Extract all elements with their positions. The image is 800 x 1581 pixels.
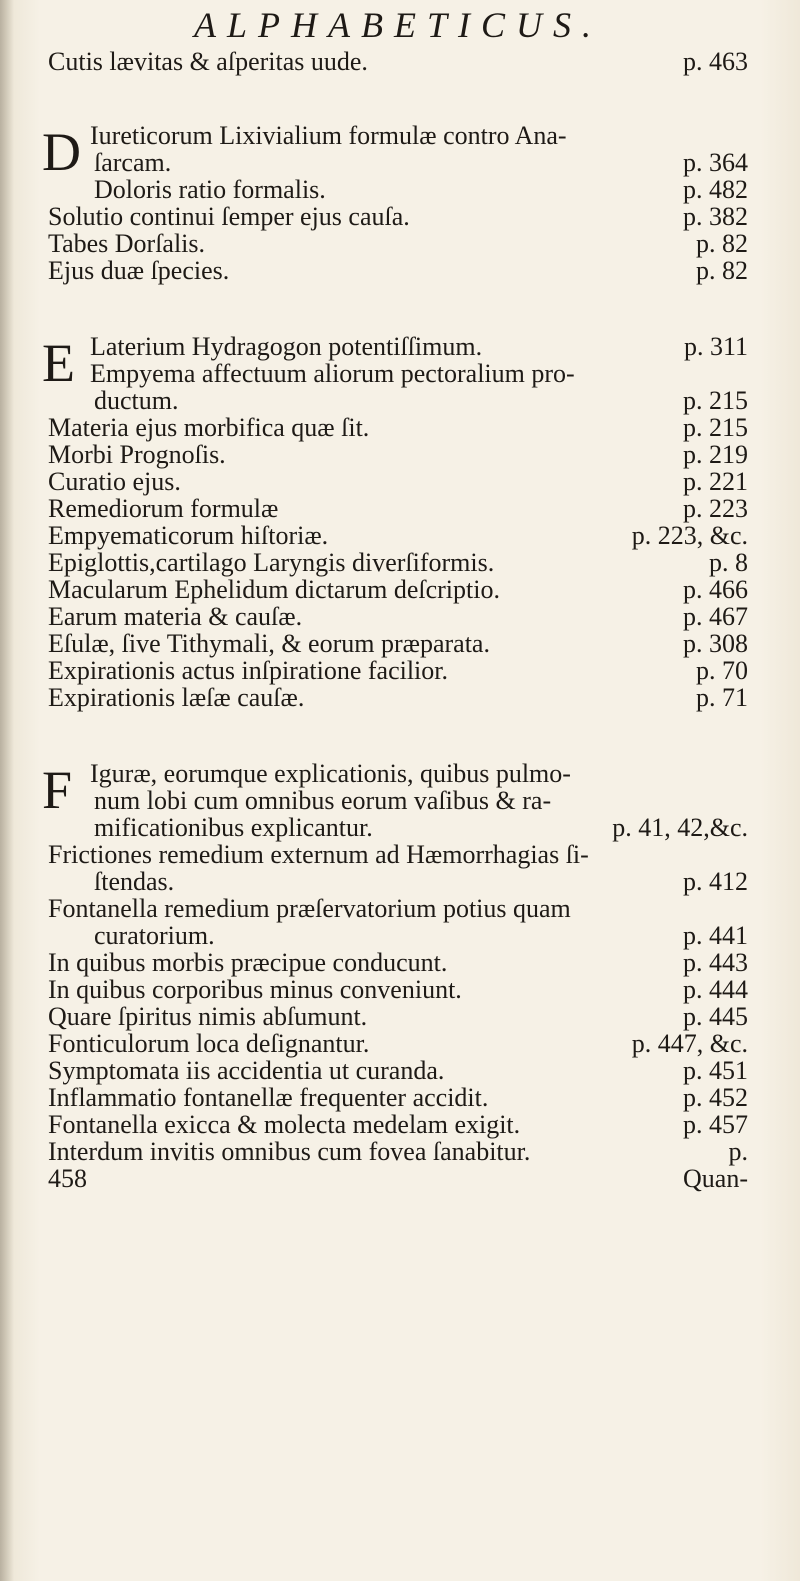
index-line — [48, 868, 748, 895]
page-reference: p. 82 — [696, 256, 748, 285]
page-reference: p. 82 — [696, 229, 748, 258]
page-reference: p. 382 — [683, 202, 748, 231]
index-line — [48, 976, 748, 1003]
index-line — [48, 760, 748, 787]
index-line — [48, 1165, 748, 1192]
page-reference: p. 457 — [683, 1110, 748, 1139]
entry-text: Tabes Dorſalis. — [48, 229, 206, 258]
entry-text: Doloris ratio formalis. — [94, 175, 326, 204]
drop-initial: F — [42, 760, 73, 820]
page-gutter-shadow — [0, 0, 14, 1581]
index-line — [48, 814, 748, 841]
entry-text: Morbi Prognoſis. — [48, 440, 226, 469]
index-entry-top — [48, 48, 748, 75]
entry-text: Empyematicorum hiſtoriæ. — [48, 521, 329, 550]
index-line — [48, 522, 748, 549]
page-reference: p. 70 — [696, 656, 748, 685]
index-line — [48, 414, 748, 441]
index-line — [48, 203, 748, 230]
index-line — [48, 48, 748, 75]
index-line — [48, 1003, 748, 1030]
entry-text: ductum. — [94, 386, 179, 415]
entry-text: ſtendas. — [94, 867, 175, 896]
entry-text: mificationibus explicantur. — [94, 813, 373, 842]
entry-text: Remediorum formulæ — [48, 494, 279, 523]
entry-text: Fontanella exicca & molecta medelam exigit. — [48, 1110, 521, 1139]
index-line — [48, 549, 748, 576]
entry-text: Epiglottis,cartilago Laryngis diverſiformis. — [48, 548, 495, 577]
index-line — [48, 841, 748, 868]
index-line — [48, 1138, 748, 1165]
entry-text: Laterium Hydragogon potentiſſimum. — [90, 332, 483, 361]
index-line — [48, 230, 748, 257]
entry-text: In quibus morbis præcipue conducunt. — [48, 948, 448, 977]
index-line — [48, 387, 748, 414]
entry-text: Quare ſpiritus nimis abſumunt. — [48, 1002, 368, 1031]
running-head: ALPHABETICUS. — [194, 5, 602, 45]
entry-text: Cutis lævitas & aſperitas uude. — [48, 47, 368, 76]
index-line — [48, 657, 748, 684]
index-line — [48, 360, 748, 387]
entry-text: curatorium. — [94, 921, 215, 950]
index-line — [48, 176, 748, 203]
page-reference: p. 444 — [683, 975, 748, 1004]
index-section-e — [42, 332, 748, 712]
page-reference: p. 467 — [683, 602, 748, 631]
entry-text: ſarcam. — [94, 148, 172, 177]
page-reference: p. 463 — [683, 47, 748, 76]
page-reference: p. 451 — [683, 1056, 748, 1085]
page-reference: p. 8 — [709, 548, 748, 577]
index-line — [48, 630, 748, 657]
entry-text: Ejus duæ ſpecies. — [48, 256, 230, 285]
entry-text: Expirationis læſæ cauſæ. — [48, 683, 305, 712]
entry-text: Fonticulorum loca deſignantur. — [48, 1029, 370, 1058]
index-line — [48, 149, 748, 176]
entry-text: Frictiones remedium externum ad Hæmorrhagias ſi- — [48, 840, 589, 869]
index-line — [48, 576, 748, 603]
entry-text: Expirationis actus inſpiratione facilior. — [48, 656, 449, 685]
index-line — [48, 684, 748, 711]
page-reference: p. 219 — [683, 440, 748, 469]
catchword: Quan- — [683, 1164, 748, 1193]
index-line — [48, 468, 748, 495]
index-section-d — [42, 121, 748, 285]
page-reference: p. 308 — [683, 629, 748, 658]
page-reference: p. 445 — [683, 1002, 748, 1031]
page-reference: p. 364 — [683, 148, 748, 177]
index-line — [48, 495, 748, 522]
entry-text: Symptomata iis accidentia ut curanda. — [48, 1056, 445, 1085]
page-reference: p. 311 — [683, 332, 748, 361]
entry-text: Fontanella remedium præſervatorium potius quam — [48, 894, 571, 923]
page-reference: p. 447, &c. — [631, 1029, 748, 1058]
entry-text: Materia ejus morbifica quæ ſit. — [48, 413, 370, 442]
page-reference: p. 221 — [683, 467, 748, 496]
index-line — [48, 1030, 748, 1057]
index-line — [48, 257, 748, 284]
index-line — [48, 603, 748, 630]
index-section-f — [42, 759, 748, 1193]
index-line — [48, 949, 748, 976]
entry-text: num lobi cum omnibus eorum vaſibus & ra- — [94, 786, 552, 815]
page-reference: p. 223, &c. — [631, 521, 748, 550]
index-line — [48, 333, 748, 360]
page-reference: p. 215 — [683, 386, 748, 415]
index-line — [48, 922, 748, 949]
entry-text: Inflammatio fontanellæ frequenter accidit. — [48, 1083, 489, 1112]
index-line — [48, 1057, 748, 1084]
page-reference: p. 215 — [683, 413, 748, 442]
entry-text: Iguræ, eorumque explicationis, quibus pulmo- — [90, 759, 571, 788]
entry-text: Solutio continui ſemper ejus cauſa. — [48, 202, 410, 231]
entry-text: Iureticorum Lixivialium formulæ contro Ana- — [90, 121, 567, 150]
page-reference: p. 466 — [683, 575, 748, 604]
page-reference: p. 412 — [683, 867, 748, 896]
entry-text: In quibus corporibus minus conveniunt. — [48, 975, 462, 1004]
page-reference: p. 441 — [683, 921, 748, 950]
entry-text: Curatio ejus. — [48, 467, 181, 496]
index-line — [48, 441, 748, 468]
page-reference: p. 443 — [683, 948, 748, 977]
entry-text: Earum materia & cauſæ. — [48, 602, 303, 631]
page-reference: p. 452 — [683, 1083, 748, 1112]
index-line — [48, 895, 748, 922]
page-reference: p. 71 — [696, 683, 748, 712]
entry-text: Macularum Ephelidum dictarum deſcriptio. — [48, 575, 500, 604]
page-reference: p. 223 — [683, 494, 748, 523]
entry-text: Interdum invitis omnibus cum fovea ſanabitur. — [48, 1137, 531, 1166]
drop-initial: E — [42, 333, 75, 393]
index-line — [48, 787, 748, 814]
page-reference: p. — [728, 1137, 748, 1166]
page-reference: p. 482 — [683, 175, 748, 204]
drop-initial: D — [42, 122, 81, 182]
entry-text: Empyema affectuum aliorum pectoralium pro- — [90, 359, 575, 388]
page-reference: p. 41, 42,&c. — [612, 813, 748, 842]
index-line — [48, 1084, 748, 1111]
entry-text: Eſulæ, ſive Tithymali, & eorum præparata. — [48, 629, 490, 658]
entry-text: 458 — [48, 1164, 87, 1193]
index-line — [48, 122, 748, 149]
index-line — [48, 1111, 748, 1138]
